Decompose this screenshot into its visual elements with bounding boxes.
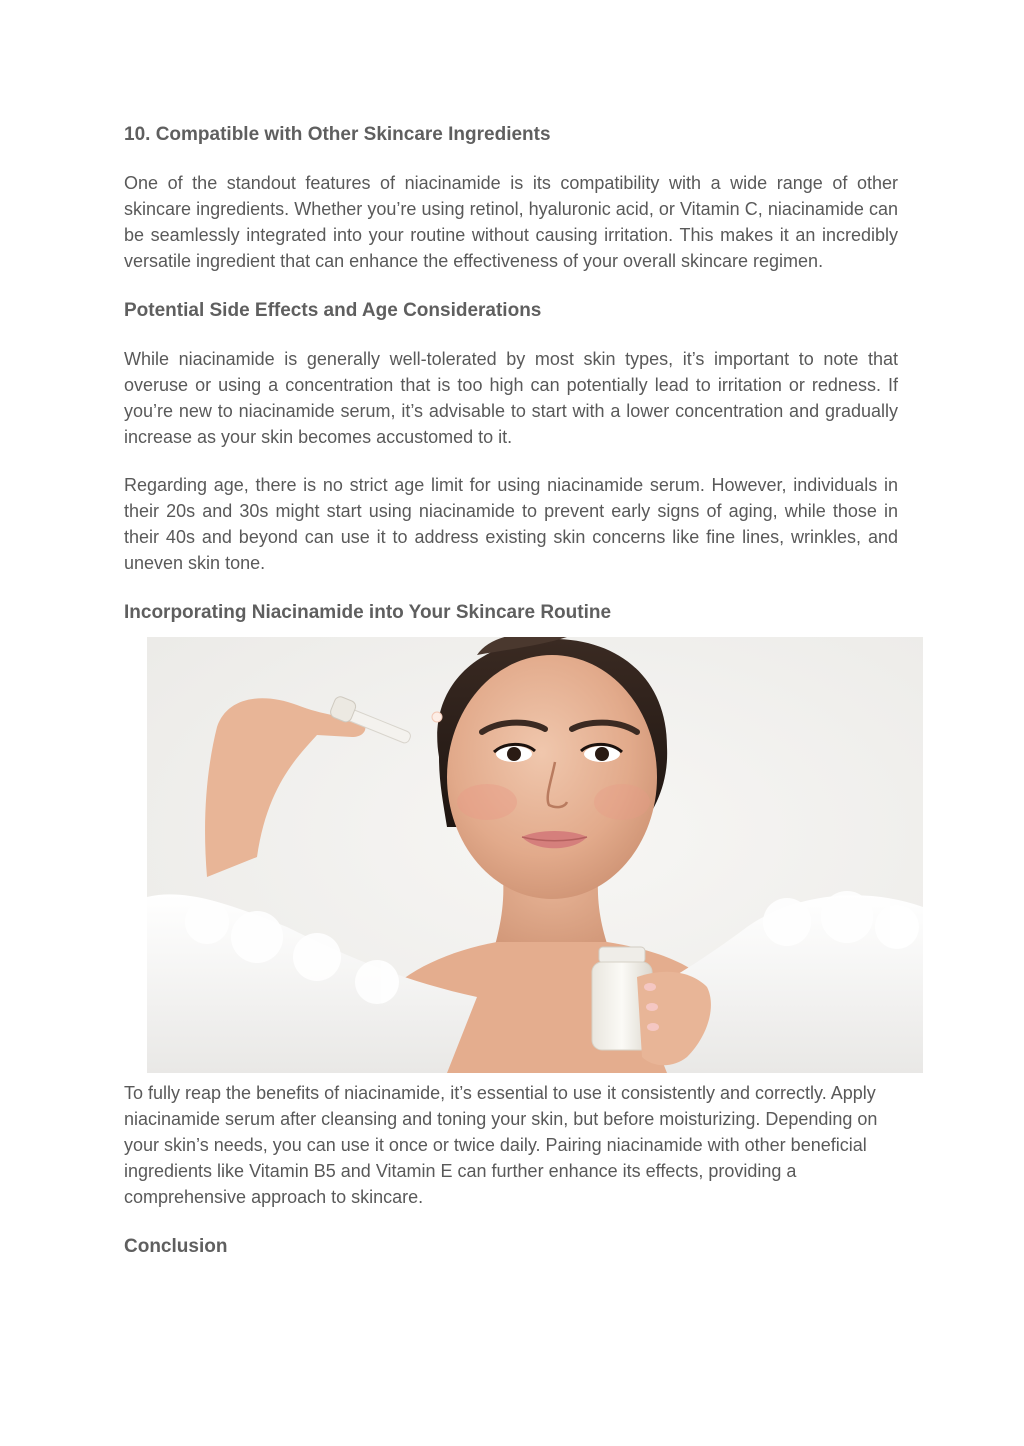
paragraph-side-effects-2: Regarding age, there is no strict age limit for using niacinamide serum. However, individuals in their 20s and 30s might start using niacinamide to prevent early signs of aging, while those in their 40s and beyond can use it to address existing skin concerns like fine lines, wrinkles, and uneven skin tone. xyxy=(124,475,898,573)
section-heading-compatible: 10. Compatible with Other Skincare Ingredients xyxy=(124,124,551,145)
serum-drop xyxy=(432,712,442,722)
section-heading-routine: Incorporating Niacinamide into Your Skincare Routine xyxy=(124,602,612,623)
photo-illustration xyxy=(147,637,923,1073)
right-cheek-blush xyxy=(594,784,650,820)
right-iris xyxy=(595,747,609,761)
section-heading-side-effects: Potential Side Effects and Age Considerations xyxy=(124,300,542,321)
woman-applying-serum-photo xyxy=(147,637,923,1073)
paragraph-compatible: One of the standout features of niacinamide is its compatibility with a wide range of other skincare ingredients. Whether you’re using retinol, hyaluronic acid, or Vitamin C, niacinamide can be seamlessly integrated into your routine without causing irritation. This makes it an incredibly versatile ingredient that can enhance the effectiveness of your overall skincare regimen. xyxy=(124,173,898,271)
document-page xyxy=(124,118,898,1260)
section-heading-conclusion: Conclusion xyxy=(124,1236,228,1257)
paragraph-routine: To fully reap the benefits of niacinamide, it’s essential to use it consistently and correctly. Apply niacinamide serum after cleansing and toning your skin, but before moisturizing. Depending on your skin’s needs, you can use it once or twice daily. Pairing niacinamide with other beneficial ingredients like Vitamin B5 and Vitamin E can further enhance its effects, providing a comprehensive approach to skincare. xyxy=(124,1083,878,1207)
paragraph-side-effects-1: While niacinamide is generally well-tolerated by most skin types, it’s important to note that overuse or using a concentration that is too high can potentially lead to irritation or redness. If you’re new to niacinamide serum, it’s advisable to start with a lower concentration and gradually increase as your skin becomes accustomed to it. xyxy=(124,349,898,447)
bottle-cap xyxy=(599,947,645,963)
left-cheek-blush xyxy=(457,784,517,820)
left-iris xyxy=(507,747,521,761)
